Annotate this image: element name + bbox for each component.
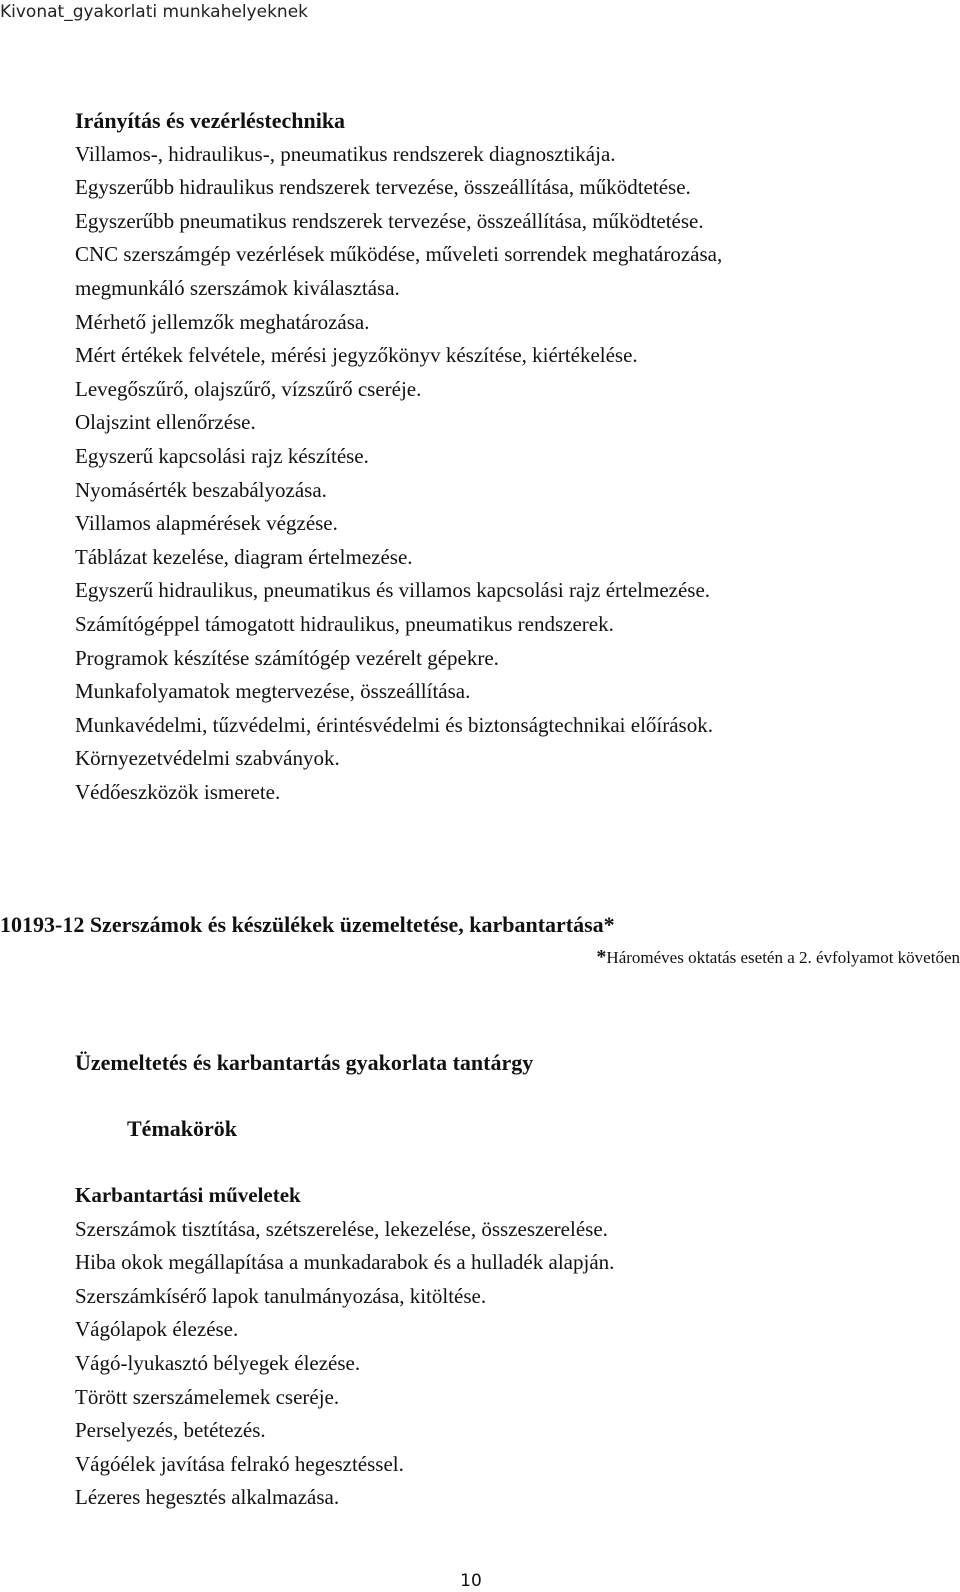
page-number: 10 [460,1571,482,1591]
list-item: Vágólapok élezése. [75,1317,239,1342]
list-item: Vágó-lyukasztó bélyegek élezése. [75,1350,361,1375]
list-item: Törött szerszámelemek cseréje. [75,1384,340,1409]
section-iranyitas [75,104,935,809]
list-item: Programok készítése számítógép vezérelt gépekre. [75,645,499,670]
list-item: CNC szerszámgép vezérlések működése, műveleti sorrendek meghatározása, [75,242,723,267]
list-item: Mérhető jellemzők meghatározása. [75,309,370,334]
section-subject [75,1046,935,1515]
note-text: Hároméves oktatás esetén a 2. évfolyamot követően [606,948,960,967]
list-item: Vágóélek javítása felrakó hegesztéssel. [75,1451,404,1476]
list-item: Perselyezés, betétezés. [75,1418,266,1443]
list-item: Mért értékek felvétele, mérési jegyzőkönyv készítése, kiértékelése. [75,343,638,368]
section-heading: Irányítás és vezérléstechnika [75,108,346,133]
running-header: Kivonat_gyakorlati munkahelyeknek [0,2,308,22]
list-item: Lézeres hegesztés alkalmazása. [75,1485,340,1510]
topics-label: Témakörök [127,1116,237,1141]
list-item: Levegőszűrő, olajszűrő, vízszűrő cseréje. [75,376,422,401]
list-item: megmunkáló szerszámok kiválasztása. [75,275,400,300]
group-title: Karbantartási műveletek [75,1183,301,1207]
list-item: Hiba okok megállapítása a munkadarabok és a hulladék alapján. [75,1250,615,1275]
module-title: 10193-12 Szerszámok és készülékek üzemeltetése, karbantartása* [0,912,615,937]
list-item: Táblázat kezelése, diagram értelmezése. [75,544,413,569]
list-item: Olajszint ellenőrzése. [75,410,256,435]
list-item: Szerszámok tisztítása, szétszerelése, lekezelése, összeszerelése. [75,1216,608,1241]
list-item: Villamos-, hidraulikus-, pneumatikus rendszerek diagnosztikája. [75,141,616,166]
list-item: Munkafolyamatok megtervezése, összeállítása. [75,679,471,704]
list-item: Számítógéppel támogatott hidraulikus, pneumatikus rendszerek. [75,611,614,636]
list-item: Környezetvédelmi szabványok. [75,746,340,771]
list-item: Egyszerű hidraulikus, pneumatikus és villamos kapcsolási rajz értelmezése. [75,578,711,603]
list-item: Védőeszközök ismerete. [75,779,281,804]
note-asterisk: * [596,946,607,968]
list-item: Villamos alapmérések végzése. [75,511,338,536]
list-item: Egyszerűbb pneumatikus rendszerek tervezése, összeállítása, működtetése. [75,208,704,233]
subject-title: Üzemeltetés és karbantartás gyakorlata tantárgy [75,1050,534,1075]
list-item: Nyomásérték beszabályozása. [75,477,327,502]
list-item: Szerszámkísérő lapok tanulmányozása, kitöltése. [75,1283,487,1308]
list-item: Egyszerűbb hidraulikus rendszerek tervezése, összeállítása, működtetése. [75,175,691,200]
module-note [596,944,960,971]
list-item: Egyszerű kapcsolási rajz készítése. [75,443,369,468]
list-item: Munkavédelmi, tűzvédelmi, érintésvédelmi és biztonságtechnikai előírások. [75,712,713,737]
